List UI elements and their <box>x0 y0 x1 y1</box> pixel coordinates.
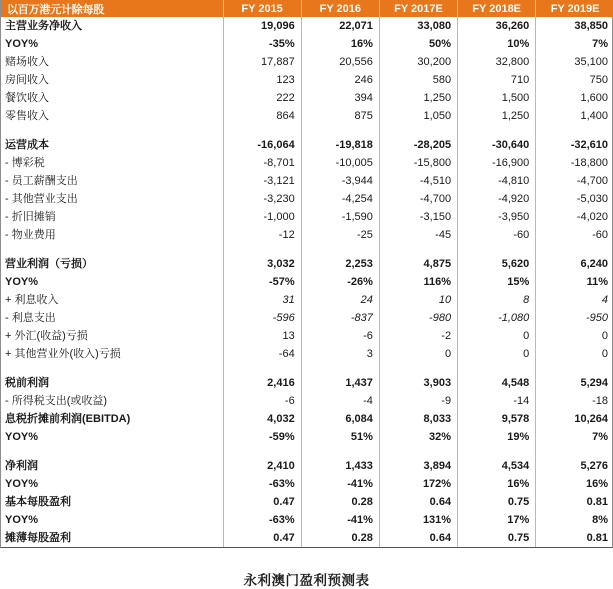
spacer-cell <box>1 446 223 457</box>
row-value: -41% <box>301 511 379 529</box>
row-label: + 其他营业外(收入)亏损 <box>1 345 223 363</box>
figure-caption: 永利澳门盈利预测表 <box>243 573 370 588</box>
spacer-cell <box>536 446 613 457</box>
row-value: -26% <box>301 273 379 291</box>
row-label: - 其他营业支出 <box>1 190 223 208</box>
row-value: 16% <box>458 475 536 493</box>
row-label: - 员工薪酬支出 <box>1 172 223 190</box>
row-value: 33,080 <box>379 17 457 35</box>
row-value: -25 <box>301 226 379 244</box>
table-row <box>1 327 613 345</box>
row-value: -14 <box>458 392 536 410</box>
table-spacer-row <box>1 446 613 457</box>
row-value: 0.81 <box>586 496 608 508</box>
row-label: - 物业费用 <box>1 226 223 244</box>
column-header-fy2016: FY 2016 <box>301 0 379 17</box>
row-value: 5,276 <box>580 460 608 472</box>
row-value: 17,887 <box>223 53 301 71</box>
row-value: 35,100 <box>574 56 608 68</box>
row-value: -60 <box>592 229 608 241</box>
table-row <box>1 190 613 208</box>
header-row <box>1 0 613 17</box>
row-label: 摊薄每股盈利 <box>1 529 223 547</box>
row-value: 31 <box>223 291 301 309</box>
table-row <box>1 309 613 327</box>
table-header <box>1 0 613 17</box>
row-value: 0.81 <box>586 532 608 544</box>
row-value: -12 <box>223 226 301 244</box>
row-value: 0 <box>601 330 608 342</box>
row-value: -4,510 <box>379 172 457 190</box>
row-value: 2,253 <box>301 255 379 273</box>
spacer-cell <box>536 244 613 255</box>
row-label: 营业利润（亏损） <box>1 255 223 273</box>
row-value: 750 <box>589 74 608 86</box>
row-value: -4,700 <box>576 175 608 187</box>
spacer-cell <box>301 244 379 255</box>
row-value: 864 <box>223 107 301 125</box>
row-value: -60 <box>458 226 536 244</box>
table-row <box>1 136 613 154</box>
unit-header-cell: 以百万港元计除每股 <box>1 0 223 17</box>
spacer-cell <box>223 244 301 255</box>
row-value: 5,620 <box>458 255 536 273</box>
row-value: 0 <box>458 327 536 345</box>
row-value: -45 <box>379 226 457 244</box>
spacer-cell <box>458 125 536 136</box>
row-value: 0 <box>601 348 608 360</box>
row-value: 11% <box>586 276 608 288</box>
table-row <box>1 291 613 309</box>
table-row <box>1 529 613 547</box>
row-value: 6,240 <box>580 258 608 270</box>
row-value: 1,500 <box>458 89 536 107</box>
row-value: -63% <box>223 475 301 493</box>
row-label: - 所得税支出(或收益) <box>1 392 223 410</box>
spacer-cell <box>379 244 457 255</box>
row-value: 0.28 <box>301 493 379 511</box>
row-value: -41% <box>301 475 379 493</box>
row-value: 4,875 <box>379 255 457 273</box>
row-value: 2,410 <box>223 457 301 475</box>
row-label: + 利息收入 <box>1 291 223 309</box>
row-value: 0.75 <box>458 529 536 547</box>
row-value: 7% <box>592 431 608 443</box>
row-value: -596 <box>223 309 301 327</box>
row-value: 4,032 <box>223 410 301 428</box>
row-value: -63% <box>223 511 301 529</box>
column-header-fy2019e: FY 2019E <box>536 0 613 17</box>
table-row <box>1 273 613 291</box>
table-row <box>1 35 613 53</box>
row-label: 税前利润 <box>1 374 223 392</box>
row-value: 32% <box>379 428 457 446</box>
row-value: 0.47 <box>223 529 301 547</box>
row-value: 394 <box>301 89 379 107</box>
row-value: -4,020 <box>576 211 608 223</box>
table-row <box>1 89 613 107</box>
row-value: 1,437 <box>301 374 379 392</box>
table-row <box>1 410 613 428</box>
table-row <box>1 392 613 410</box>
row-value: -16,900 <box>458 154 536 172</box>
row-label: + 外汇(收益)亏损 <box>1 327 223 345</box>
row-value: 1,433 <box>301 457 379 475</box>
table-row <box>1 172 613 190</box>
row-value: -64 <box>223 345 301 363</box>
row-value: -10,005 <box>301 154 379 172</box>
table-row <box>1 374 613 392</box>
row-value: 246 <box>301 71 379 89</box>
row-value: 50% <box>379 35 457 53</box>
row-value: -1,000 <box>223 208 301 226</box>
row-value: -4,810 <box>458 172 536 190</box>
row-label: 运营成本 <box>1 136 223 154</box>
row-label: YOY% <box>1 428 223 446</box>
spacer-cell <box>458 363 536 374</box>
row-value: 0 <box>458 345 536 363</box>
row-value: 10 <box>379 291 457 309</box>
row-value: 10,264 <box>574 413 608 425</box>
row-value: 1,250 <box>458 107 536 125</box>
table-row <box>1 255 613 273</box>
row-value: 15% <box>458 273 536 291</box>
row-label: YOY% <box>1 273 223 291</box>
row-value: 1,050 <box>379 107 457 125</box>
row-label: 主营业务净收入 <box>1 17 223 35</box>
table-spacer-row <box>1 244 613 255</box>
spacer-cell <box>301 446 379 457</box>
row-value: 20,556 <box>301 53 379 71</box>
row-value: 38,850 <box>574 20 608 32</box>
row-value: -3,121 <box>223 172 301 190</box>
row-value: -1,590 <box>301 208 379 226</box>
row-value: 19% <box>458 428 536 446</box>
row-value: -6 <box>223 392 301 410</box>
table-row <box>1 53 613 71</box>
spacer-cell <box>379 446 457 457</box>
spacer-cell <box>1 244 223 255</box>
spacer-cell <box>536 125 613 136</box>
row-value: 0.28 <box>301 529 379 547</box>
row-value: -4 <box>301 392 379 410</box>
row-value: 1,400 <box>580 110 608 122</box>
table-row <box>1 226 613 244</box>
row-value: -3,230 <box>223 190 301 208</box>
row-label: 餐饮收入 <box>1 89 223 107</box>
row-label: YOY% <box>1 35 223 53</box>
row-label: - 博彩税 <box>1 154 223 172</box>
row-value: 24 <box>301 291 379 309</box>
spacer-cell <box>379 363 457 374</box>
table-row <box>1 154 613 172</box>
row-value: -5,030 <box>576 193 608 205</box>
row-value: 172% <box>379 475 457 493</box>
column-header-fy2015: FY 2015 <box>223 0 301 17</box>
row-value: 222 <box>223 89 301 107</box>
table-row <box>1 71 613 89</box>
row-value: 13 <box>223 327 301 345</box>
spacer-cell <box>223 125 301 136</box>
row-value: 0.64 <box>379 493 457 511</box>
spacer-cell <box>458 446 536 457</box>
row-value: 3,903 <box>379 374 457 392</box>
row-value: 30,200 <box>379 53 457 71</box>
row-value: 16% <box>301 35 379 53</box>
row-value: 710 <box>458 71 536 89</box>
row-value: 4 <box>601 294 608 306</box>
row-value: -15,800 <box>379 154 457 172</box>
row-label: YOY% <box>1 475 223 493</box>
row-value: -4,254 <box>301 190 379 208</box>
row-label: 房间收入 <box>1 71 223 89</box>
row-value: 16% <box>585 478 608 490</box>
row-value: 10% <box>458 35 536 53</box>
row-value: -837 <box>301 309 379 327</box>
row-value: 17% <box>458 511 536 529</box>
row-value: 6,084 <box>301 410 379 428</box>
row-value: -8,701 <box>223 154 301 172</box>
row-value: 580 <box>379 71 457 89</box>
row-value: 3 <box>301 345 379 363</box>
row-value: 0.75 <box>458 493 536 511</box>
row-label: 息税折摊前利润(EBITDA) <box>1 410 223 428</box>
table-row <box>1 511 613 529</box>
row-value: 5,294 <box>580 377 608 389</box>
row-value: 22,071 <box>301 17 379 35</box>
row-value: 7% <box>592 38 608 50</box>
row-value: 3,894 <box>379 457 457 475</box>
spacer-cell <box>301 363 379 374</box>
row-value: 19,096 <box>223 17 301 35</box>
table-row <box>1 493 613 511</box>
row-value: -28,205 <box>379 136 457 154</box>
row-value: 0.47 <box>223 493 301 511</box>
row-label: 零售收入 <box>1 107 223 125</box>
row-value: 2,416 <box>223 374 301 392</box>
row-value: -59% <box>223 428 301 446</box>
row-value: -3,950 <box>458 208 536 226</box>
row-value: -980 <box>379 309 457 327</box>
table-spacer-row <box>1 125 613 136</box>
row-value: 4,534 <box>458 457 536 475</box>
row-value: 3,032 <box>223 255 301 273</box>
row-label: 净利润 <box>1 457 223 475</box>
row-value: 32,800 <box>458 53 536 71</box>
table-row <box>1 345 613 363</box>
spacer-cell <box>379 125 457 136</box>
row-value: -16,064 <box>223 136 301 154</box>
row-value: -18,800 <box>570 157 608 169</box>
table-row <box>1 428 613 446</box>
spacer-cell <box>1 125 223 136</box>
spacer-cell <box>223 446 301 457</box>
row-label: - 折旧摊销 <box>1 208 223 226</box>
row-value: -6 <box>301 327 379 345</box>
row-value: 875 <box>301 107 379 125</box>
table-spacer-row <box>1 363 613 374</box>
column-header-fy2018e: FY 2018E <box>458 0 536 17</box>
row-label: 基本每股盈利 <box>1 493 223 511</box>
table-body <box>1 17 613 547</box>
row-value: 116% <box>379 273 457 291</box>
spacer-cell <box>536 363 613 374</box>
table-row <box>1 17 613 35</box>
row-value: 8% <box>592 514 608 526</box>
row-value: 123 <box>223 71 301 89</box>
spacer-cell <box>301 125 379 136</box>
table-row <box>1 457 613 475</box>
row-value: 8,033 <box>379 410 457 428</box>
row-value: -1,080 <box>458 309 536 327</box>
row-value: -3,150 <box>379 208 457 226</box>
row-value: 131% <box>379 511 457 529</box>
row-value: -4,920 <box>458 190 536 208</box>
spacer-cell <box>458 244 536 255</box>
spacer-cell <box>1 363 223 374</box>
row-value: 4,548 <box>458 374 536 392</box>
row-value: -35% <box>223 35 301 53</box>
row-label: - 利息支出 <box>1 309 223 327</box>
column-header-fy2017e: FY 2017E <box>379 0 457 17</box>
table-row <box>1 107 613 125</box>
row-value: 1,600 <box>580 92 608 104</box>
table-row <box>1 475 613 493</box>
row-value: 51% <box>301 428 379 446</box>
financial-forecast-table <box>1 0 613 547</box>
row-value: -3,944 <box>301 172 379 190</box>
row-value: 36,260 <box>458 17 536 35</box>
table-row <box>1 208 613 226</box>
row-value: -9 <box>379 392 457 410</box>
row-value: -4,700 <box>379 190 457 208</box>
row-label: YOY% <box>1 511 223 529</box>
row-value: -18 <box>592 395 608 407</box>
row-value: -30,640 <box>458 136 536 154</box>
row-value: 9,578 <box>458 410 536 428</box>
row-value: 1,250 <box>379 89 457 107</box>
row-value: -2 <box>379 327 457 345</box>
row-value: 0.64 <box>379 529 457 547</box>
row-value: 8 <box>458 291 536 309</box>
row-value: 0 <box>379 345 457 363</box>
row-label: 赌场收入 <box>1 53 223 71</box>
spacer-cell <box>223 363 301 374</box>
row-value: -950 <box>585 312 608 324</box>
row-value: -57% <box>223 273 301 291</box>
row-value: -19,818 <box>301 136 379 154</box>
row-value: -32,610 <box>570 139 608 151</box>
